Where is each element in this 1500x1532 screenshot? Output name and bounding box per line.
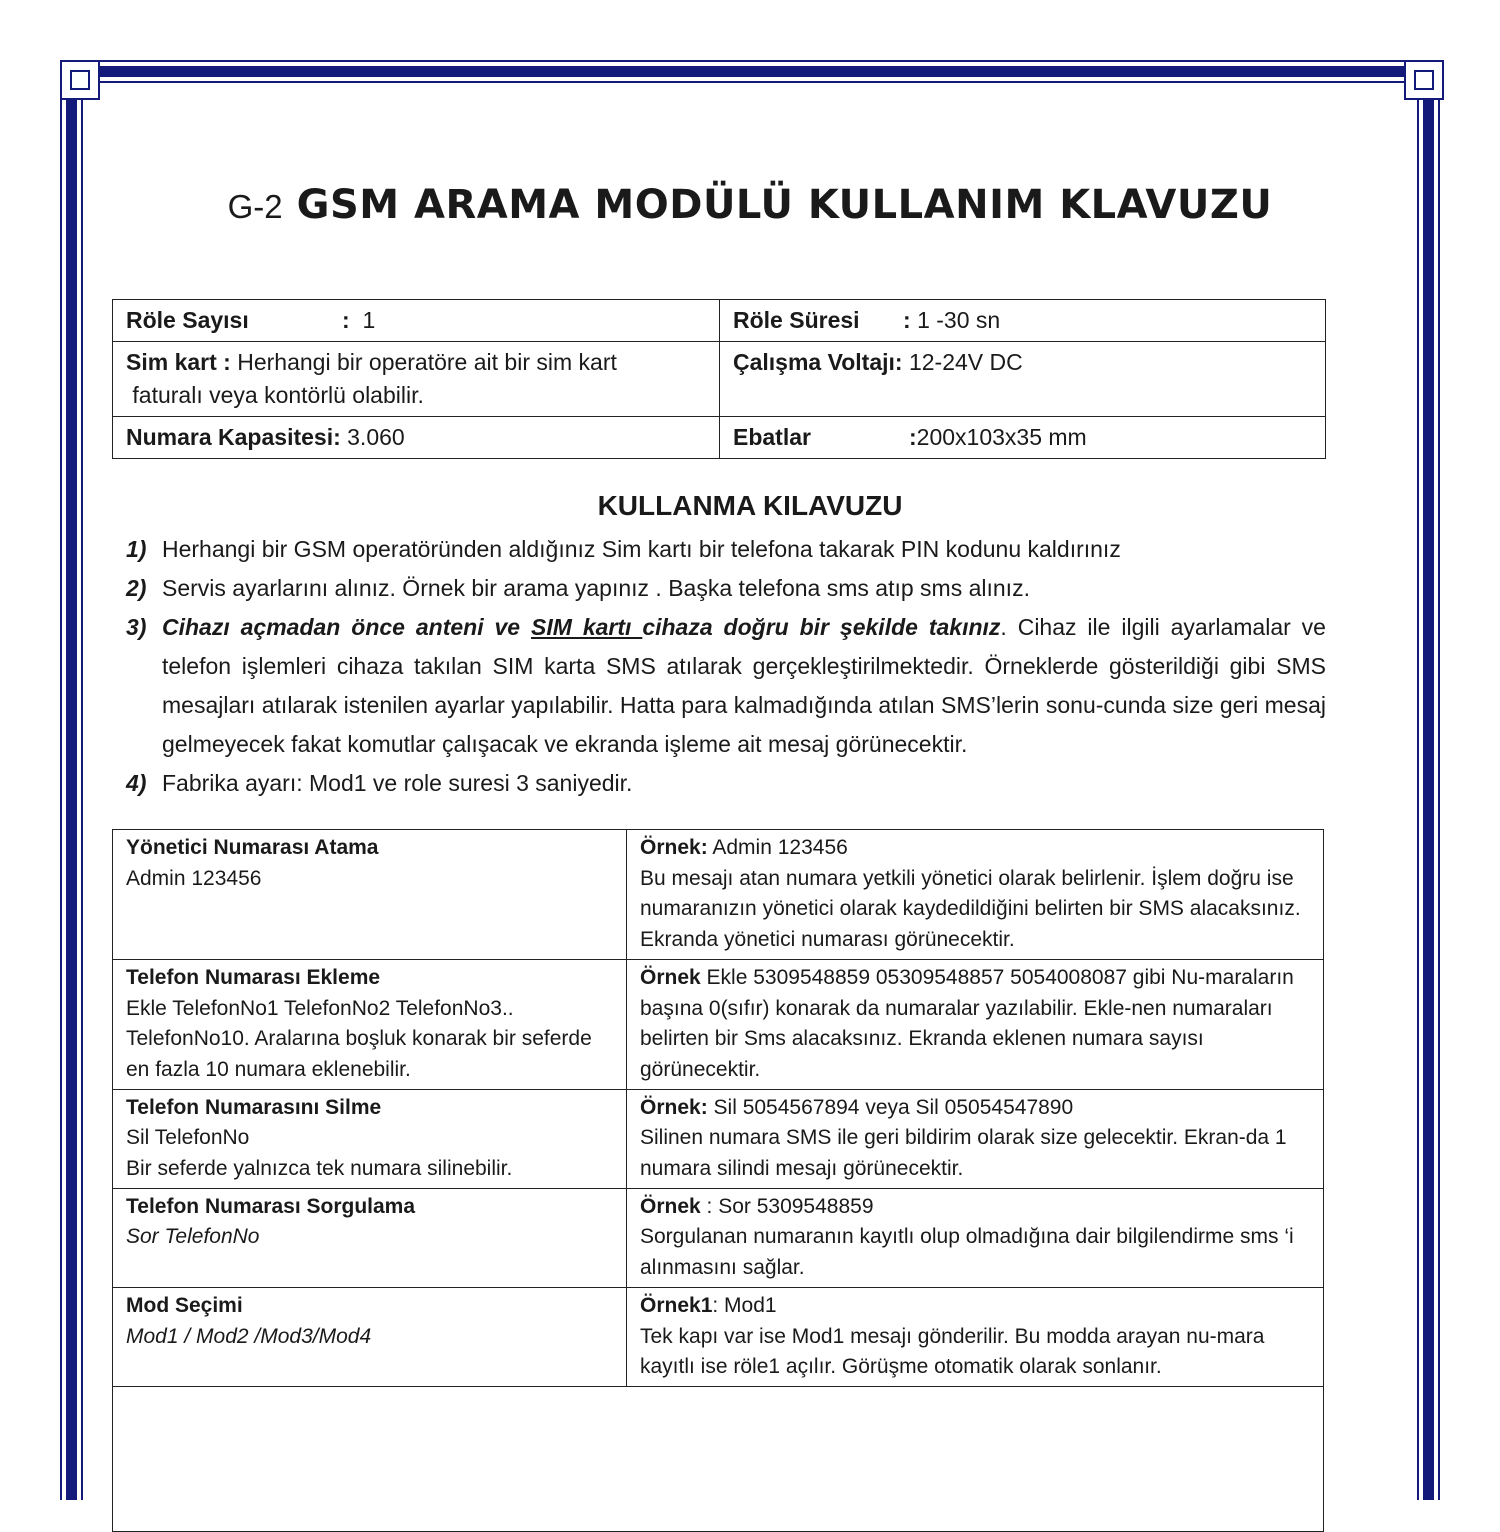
table-row <box>113 300 1326 342</box>
spec-dimensions: Ebatlar :200x103x35 mm <box>720 417 1326 459</box>
list-item: 3) Cihazı açmadan önce anteni ve SIM kartı cihaza doğru bir şekilde takınız. Cihaz ile ilgili ayarlamalar ve telefon işlemleri cihaza takılan SIM karta SMS atılarak gerçekleştirilmektedir. Örneklerde gösterildiği gibi SMS mesajları atılarak istenilen ayarlar yapılabilir. Hatta para kalmadığında atılan SMS’lerin sonu-cunda size geri mesaj gelmeyecek fakat komutlar çalışacak ve ekranda işleme ait mesaj görünecektir. <box>126 614 1326 757</box>
example-cell: Örnek: Sil 5054567894 veya Sil 05054547890 Silinen numara SMS ile geri bildirim olarak size gelecektir. Ekran-da 1 numara silindi mesajı görünecektir. <box>627 1089 1324 1188</box>
table-row <box>113 1287 1324 1386</box>
document-title: GSM ARAMA MODÜLÜ KULLANIM KLAVUZU <box>296 182 1273 228</box>
guide-title: KULLANMA KILAVUZU <box>597 490 903 521</box>
spec-relay-time: Röle Süresi : 1 -30 sn <box>720 300 1326 342</box>
command-cell: Telefon Numarası Ekleme Ekle TelefonNo1 TelefonNo2 TelefonNo3.. TelefonNo10. Aralarına boşluk konarak bir seferde en fazla 10 numara eklenebilir. <box>113 959 627 1089</box>
guide-steps <box>126 530 1326 803</box>
list-item: 2) Servis ayarlarını alınız. Örnek bir arama yapınız . Başka telefona sms atıp sms alınız. <box>126 575 1030 601</box>
table-row <box>113 830 1324 960</box>
spec-sim-card: Sim kart : Herhangi bir operatöre ait bir sim kart faturalı veya kontörlü olabilir. <box>113 342 720 417</box>
specs-table <box>112 299 1326 459</box>
command-cell: Yönetici Numarası Atama Admin 123456 <box>113 830 627 960</box>
model-number: G-2 <box>227 188 283 225</box>
command-cell: Telefon Numarasını Silme Sil TelefonNo Bir seferde yalnızca tek numara silinebilir. <box>113 1089 627 1188</box>
spec-capacity: Numara Kapasitesi: 3.060 <box>113 417 720 459</box>
table-row <box>113 1188 1324 1287</box>
table-row <box>113 342 1326 417</box>
table-row <box>113 1089 1324 1188</box>
example-cell: Örnek : Sor 5309548859 Sorgulanan numaranın kayıtlı olup olmadığına dair bilgilendirme sms ‘i alınmasını sağlar. <box>627 1188 1324 1287</box>
document-header <box>0 182 1500 228</box>
empty-row <box>113 1386 1324 1531</box>
spec-voltage: Çalışma Voltajı: 12-24V DC <box>720 342 1326 417</box>
list-item: 1) Herhangi bir GSM operatöründen aldığınız Sim kartı bir telefona takarak PIN kodunu kaldırınız <box>126 536 1121 562</box>
example-cell: Örnek1: Mod1 Tek kapı var ise Mod1 mesajı gönderilir. Bu modda arayan nu-mara kayıtlı ise röle1 açılır. Görüşme otomatik olarak sonlanır. <box>627 1287 1324 1386</box>
table-row <box>113 417 1326 459</box>
example-cell: Örnek Ekle 5309548859 05309548857 5054008087 gibi Nu-maraların başına 0(sıfır) konarak da numaralar yazılabilir. Ekle-nen numaraları belirten bir Sms alacaksınız. Ekranda eklenen numara sayısı görünecektir. <box>627 959 1324 1089</box>
table-row <box>113 1386 1324 1531</box>
table-row <box>113 959 1324 1089</box>
commands-table <box>112 829 1324 1532</box>
spec-relay-count: Röle Sayısı : 1 <box>113 300 720 342</box>
command-cell: Mod Seçimi Mod1 / Mod2 /Mod3/Mod4 <box>113 1287 627 1386</box>
list-item: 4) Fabrika ayarı: Mod1 ve role suresi 3 saniyedir. <box>126 770 633 796</box>
command-cell: Telefon Numarası Sorgulama Sor TelefonNo <box>113 1188 627 1287</box>
example-cell: Örnek: Admin 123456 Bu mesajı atan numara yetkili yönetici olarak belirlenir. İşlem doğru ise numaranızın yönetici olarak kaydedildiğini belirten bir SMS alacaksınız. Ekranda yönetici numarası görünecektir. <box>627 830 1324 960</box>
